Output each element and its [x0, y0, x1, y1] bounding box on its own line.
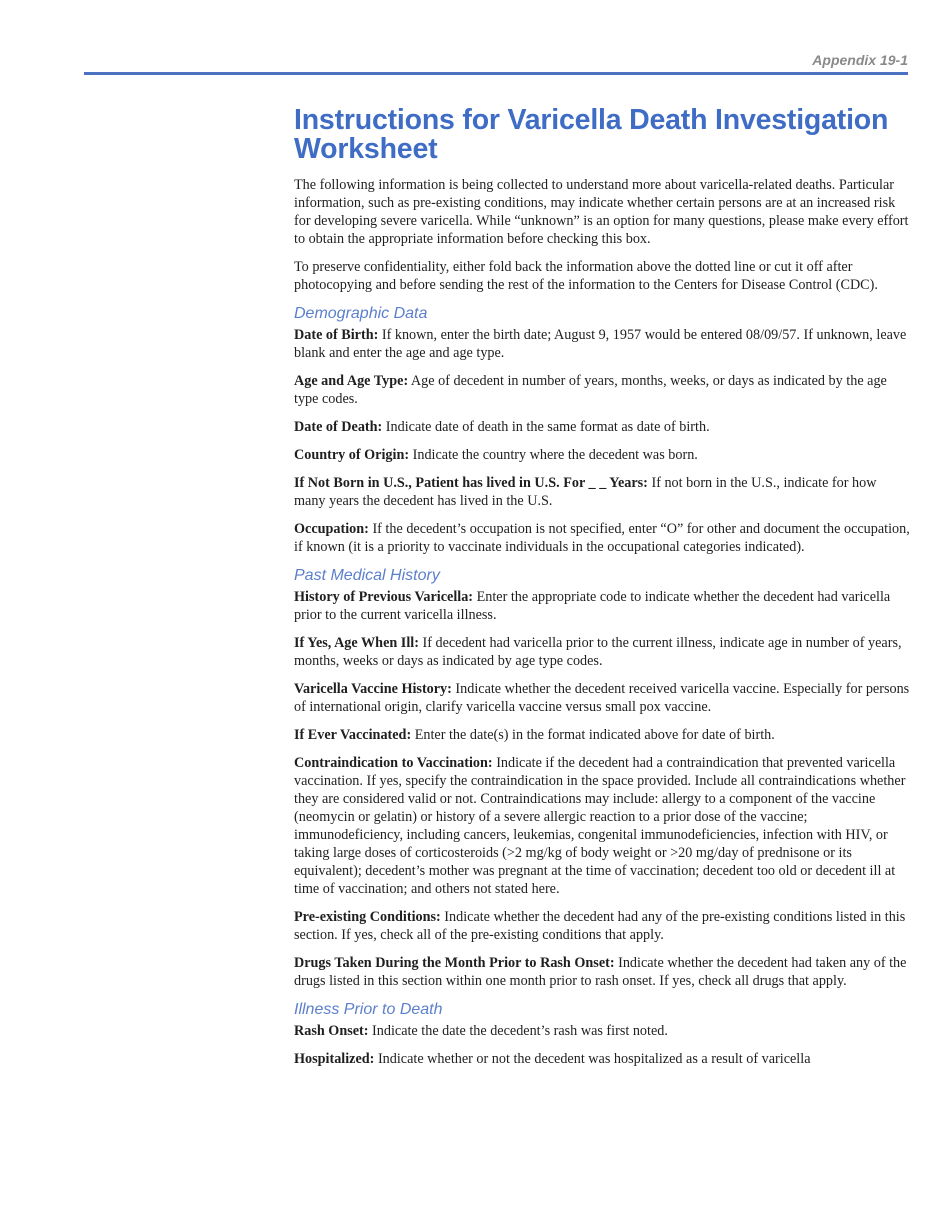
field-description: Indicate whether the decedent had any of the pre-existing conditions listed in this section. If yes, check all of the pre-existing conditions that apply.: [294, 909, 906, 943]
field-term: Date of Birth:: [294, 327, 379, 343]
confidentiality-paragraph: To preserve confidentiality, either fold back the information above the dotted line or cut it off after photocopying and before sending the rest of the information to the Centers for Disease Control (CDC).: [294, 259, 878, 293]
field-term: If Yes, Age When Ill:: [294, 635, 419, 651]
document-body: [294, 106, 910, 1078]
field-description: Indicate whether the decedent received varicella vaccine. Especially for persons of international origin, clarify varicella vaccine versus small pox vaccine.: [294, 681, 910, 715]
field-term: Occupation:: [294, 521, 369, 537]
field-description: Indicate the country where the decedent was born.: [409, 447, 698, 463]
field-description: Age of decedent in number of years, months, weeks, or days as indicated by the age type codes.: [294, 373, 887, 407]
instruction-date-of-death: [294, 418, 910, 436]
section-heading-past-medical-history: Past Medical History: [294, 567, 440, 584]
field-description: Indicate the date the decedent’s rash was first noted.: [368, 1023, 668, 1039]
field-description: Enter the appropriate code to indicate whether the decedent had varicella prior to the current varicella illness.: [294, 589, 891, 623]
field-description: If not born in the U.S., indicate for how many years the decedent has lived in the U.S.: [294, 475, 877, 509]
field-term: Varicella Vaccine History:: [294, 681, 452, 697]
instruction-varicella-vaccine-history: [294, 680, 910, 716]
field-description: Enter the date(s) in the format indicated above for date of birth.: [411, 727, 775, 743]
header-divider: [84, 72, 908, 75]
field-term: History of Previous Varicella:: [294, 589, 474, 605]
field-description: Indicate whether or not the decedent was hospitalized as a result of varicella: [374, 1051, 811, 1067]
field-description: Indicate whether the decedent had taken any of the drugs listed in this section within one month prior to rash onset. If yes, check all drugs that apply.: [294, 955, 907, 989]
page-title: Instructions for Varicella Death Investigation Worksheet: [294, 104, 889, 165]
field-term: Contraindication to Vaccination:: [294, 755, 493, 771]
field-description: If the decedent’s occupation is not specified, enter “O” for other and document the occupation, if known (it is a priority to vaccinate individuals in the occupational categories indicated).: [294, 521, 910, 555]
field-term: Date of Death:: [294, 419, 383, 435]
field-term: Country of Origin:: [294, 447, 410, 463]
field-description: Indicate if the decedent had a contraindication that prevented varicella vaccination. If yes, specify the contraindication in the space provided. Include all contraindications whether they are considered valid or not. Contraindications may include: allergy to a component of the vaccine (neomycin or gelatin) or history of a severe allergic reaction to a prior dose of the vaccine; immunodeficiency, including cancers, leukemias, congenital immunodeficiencies, infection with HIV, or taking large doses of corticosteroids (>2 mg/kg of body weight or >20 mg/day of prednisone or its equivalent); decedent’s mother was pregnant at the time of vaccination; decedent too old or decedent ill at time of vaccination; and others not stated here.: [294, 755, 906, 897]
instruction-history-of-previous-varicella: [294, 588, 910, 624]
instruction-occupation: [294, 520, 910, 556]
intro-paragraph: The following information is being collected to understand more about varicella-related deaths. Particular information, such as pre-existing conditions, may indicate whether certain persons are at an increased risk for developing severe varicella. While “unknown” is an option for many questions, please make every effort to obtain the appropriate information before checking this box.: [294, 177, 909, 247]
instruction-date-of-birth: [294, 326, 910, 362]
instruction-years-in-us: [294, 474, 910, 510]
field-term: If Ever Vaccinated:: [294, 727, 412, 743]
field-description: Indicate date of death in the same format as date of birth.: [382, 419, 710, 435]
instruction-country-of-origin: [294, 446, 910, 464]
instruction-pre-existing-conditions: [294, 908, 910, 944]
appendix-label: Appendix 19-1: [812, 52, 908, 68]
instruction-rash-onset: [294, 1022, 910, 1040]
field-term: Hospitalized:: [294, 1051, 375, 1067]
section-heading-illness-prior-to-death: Illness Prior to Death: [294, 1001, 443, 1018]
instruction-drugs-taken: [294, 954, 910, 990]
field-term: Pre-existing Conditions:: [294, 909, 441, 925]
field-term: If Not Born in U.S., Patient has lived in U.S. For _ _ Years:: [294, 475, 648, 491]
section-heading-demographic-data: Demographic Data: [294, 305, 428, 322]
field-description: If known, enter the birth date; August 9, 1957 would be entered 08/09/57. If unknown, leave blank and enter the age and age type.: [294, 327, 907, 361]
instruction-hospitalized: [294, 1050, 910, 1068]
field-term: Drugs Taken During the Month Prior to Rash Onset:: [294, 955, 615, 971]
instruction-contraindication: [294, 754, 910, 898]
field-term: Rash Onset:: [294, 1023, 369, 1039]
field-term: Age and Age Type:: [294, 373, 409, 389]
instruction-age-when-ill: [294, 634, 910, 670]
instruction-if-ever-vaccinated: [294, 726, 910, 744]
instruction-age-and-age-type: [294, 372, 910, 408]
field-description: If decedent had varicella prior to the current illness, indicate age in number of years, months, weeks or days as indicated by age type codes.: [294, 635, 902, 669]
